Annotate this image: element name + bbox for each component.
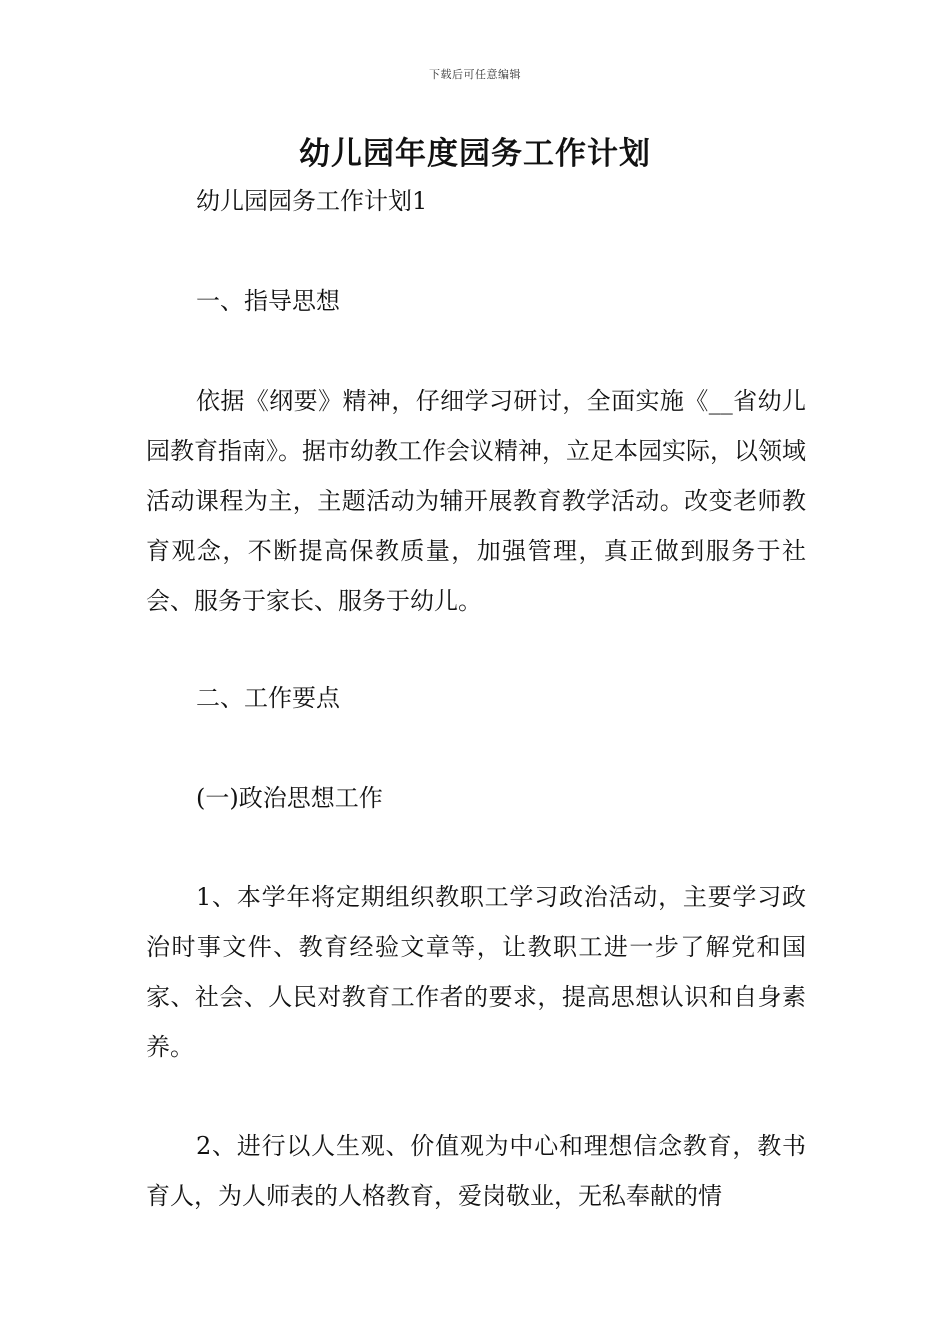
- section-heading-guiding-ideology: 一、指导思想: [196, 287, 340, 315]
- list-item-1: 1、本学年将定期组织教职工学习政治活动，主要学习政治时事文件、教育经验文章等，让教职工进一步了解党和国家、社会、人民对教育工作者的要求，提高思想认识和自身素养。: [146, 883, 806, 1061]
- section-heading-work-points: 二、工作要点: [196, 684, 340, 712]
- subsection-heading-political-work: (一)政治思想工作: [196, 784, 383, 812]
- document-subtitle: 幼儿园园务工作计划1: [196, 187, 428, 215]
- download-note: 下载后可任意编辑: [429, 68, 521, 81]
- document-title: 幼儿园年度园务工作计划: [299, 136, 651, 172]
- paragraph-guiding-ideology: 依据《纲要》精神，仔细学习研讨，全面实施《__省幼儿园教育指南》。据市幼教工作会议精神，立足本园实际，以领域活动课程为主，主题活动为辅开展教育教学活动。改变老师教育观念，不断提高保教质量，加强管理，真正做到服务于社会、服务于家长、服务于幼儿。: [146, 387, 806, 615]
- list-item-2: 2、进行以人生观、价值观为中心和理想信念教育，教书育人，为人师表的人格教育，爱岗敬业，无私奉献的情: [146, 1132, 806, 1210]
